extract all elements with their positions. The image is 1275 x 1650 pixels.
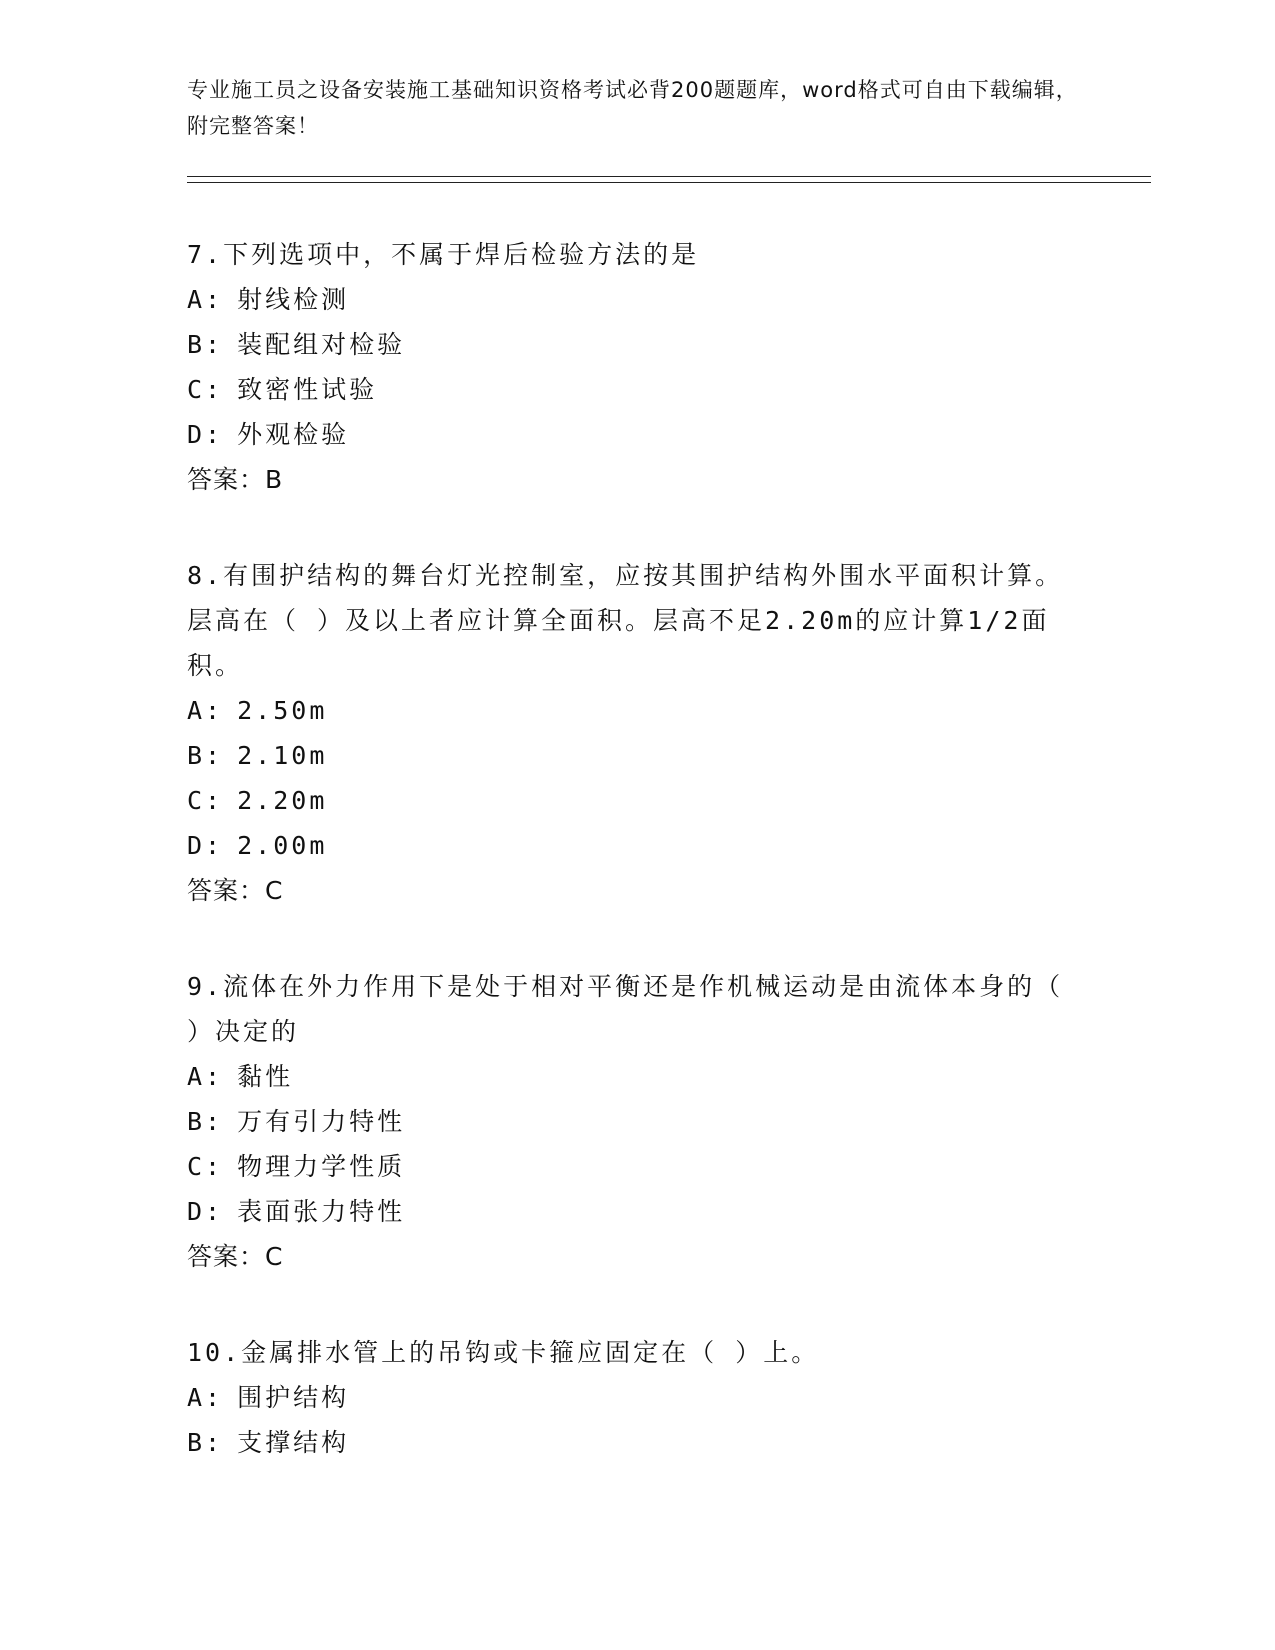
question-stem: 7.下列选项中，不属于焊后检验方法的是 xyxy=(187,240,700,269)
option-d xyxy=(187,412,1067,457)
option-text: 装配组对检验 xyxy=(237,330,406,359)
option-b xyxy=(187,1099,1067,1144)
option-c xyxy=(187,1144,1067,1189)
option-key: A: xyxy=(187,1062,224,1091)
question-stem: 10.金属排水管上的吊钩或卡箍应固定在（ ）上。 xyxy=(187,1338,820,1367)
option-text: 外观检验 xyxy=(237,420,350,449)
answer-line: 答案：B xyxy=(187,465,284,494)
option-text: 2.00m xyxy=(237,831,328,860)
option-text: 致密性试验 xyxy=(237,375,378,404)
option-key: C: xyxy=(187,786,224,815)
option-key: D: xyxy=(187,831,224,860)
option-text: 围护结构 xyxy=(237,1383,350,1412)
option-c xyxy=(187,367,1067,412)
option-a xyxy=(187,1054,1067,1099)
option-key: C: xyxy=(187,375,224,404)
option-text: 万有引力特性 xyxy=(237,1107,406,1136)
question-9 xyxy=(187,964,1067,1279)
header-rule-bottom xyxy=(187,182,1151,183)
answer-line: 答案：C xyxy=(187,1242,284,1271)
document-header-title: 专业施工员之设备安装施工基础知识资格考试必背200题题库，word格式可自由下载编辑，附完整答案！ xyxy=(187,78,1078,138)
option-key: B: xyxy=(187,330,224,359)
option-text: 2.10m xyxy=(237,741,328,770)
option-text: 2.50m xyxy=(237,696,328,725)
option-a xyxy=(187,1375,1067,1420)
option-text: 支撑结构 xyxy=(237,1428,350,1457)
option-a xyxy=(187,688,1067,733)
option-key: D: xyxy=(187,420,224,449)
option-key: A: xyxy=(187,1383,224,1412)
option-key: B: xyxy=(187,1428,224,1457)
option-text: 射线检测 xyxy=(237,285,350,314)
option-key: A: xyxy=(187,696,224,725)
question-stem: 8.有围护结构的舞台灯光控制室，应按其围护结构外围水平面积计算。层高在（ ）及以上者应计算全面积。层高不足2.20m的应计算1/2面积。 xyxy=(187,561,1064,680)
option-key: C: xyxy=(187,1152,224,1181)
answer-line: 答案：C xyxy=(187,876,284,905)
option-b xyxy=(187,733,1067,778)
option-key: B: xyxy=(187,1107,224,1136)
option-text: 黏性 xyxy=(237,1062,294,1091)
question-10 xyxy=(187,1330,1067,1465)
option-text: 物理力学性质 xyxy=(237,1152,406,1181)
option-a xyxy=(187,277,1067,322)
header-rule-top xyxy=(187,176,1151,177)
option-text: 表面张力特性 xyxy=(237,1197,406,1226)
question-stem: 9.流体在外力作用下是处于相对平衡还是作机械运动是由流体本身的（ ）决定的 xyxy=(187,972,1064,1046)
option-key: D: xyxy=(187,1197,224,1226)
option-key: B: xyxy=(187,741,224,770)
option-d xyxy=(187,823,1067,868)
option-b xyxy=(187,322,1067,367)
option-b xyxy=(187,1420,1067,1465)
option-d xyxy=(187,1189,1067,1234)
option-c xyxy=(187,778,1067,823)
question-7 xyxy=(187,232,1067,502)
option-text: 2.20m xyxy=(237,786,328,815)
option-key: A: xyxy=(187,285,224,314)
question-list xyxy=(187,232,1067,1516)
question-8 xyxy=(187,553,1067,913)
